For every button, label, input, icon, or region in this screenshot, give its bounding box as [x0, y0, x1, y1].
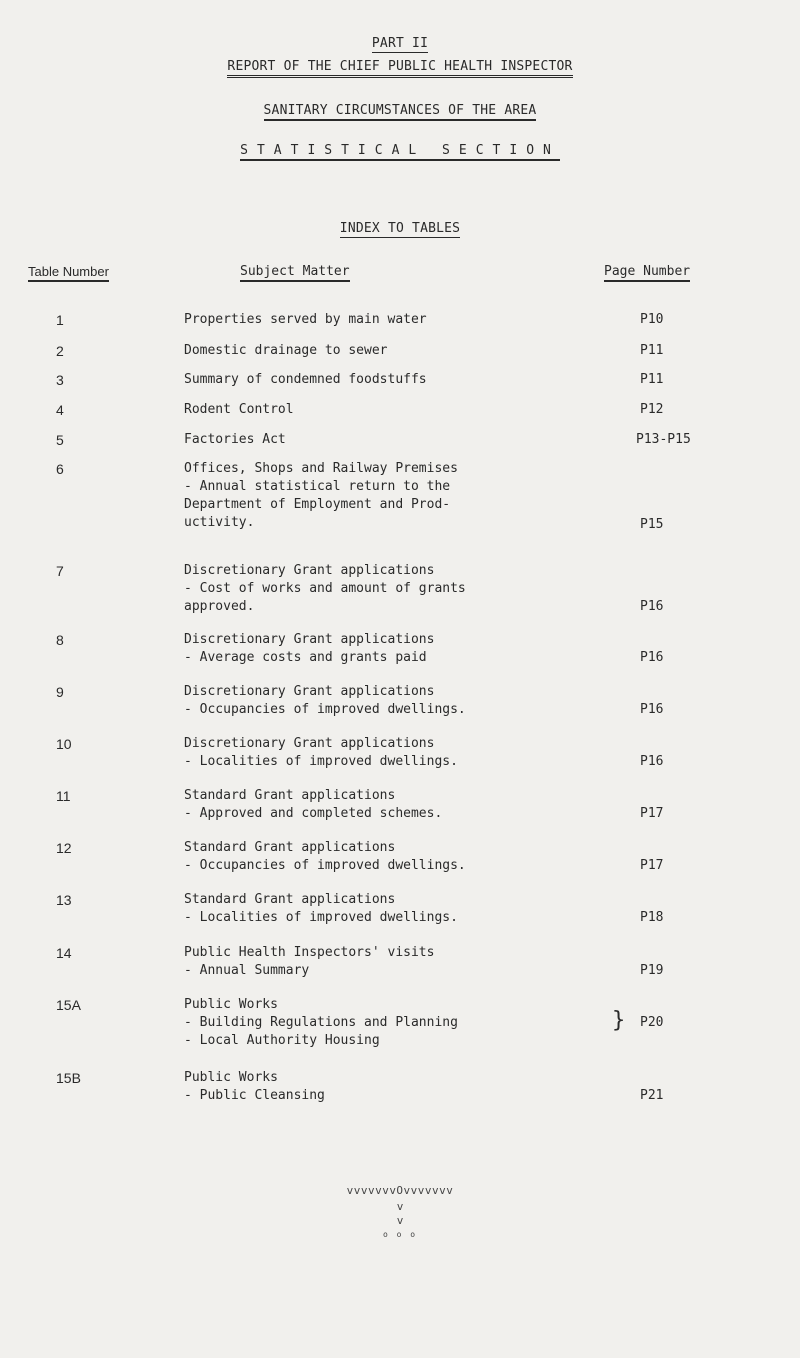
subject-line: - Occupancies of improved dwellings.: [184, 858, 466, 873]
subject-matter: [184, 342, 604, 360]
part-heading: [0, 36, 800, 53]
subject-line: Discretionary Grant applications: [184, 736, 435, 751]
subject-line: uctivity.: [184, 515, 255, 530]
subject-matter: [184, 371, 604, 389]
subject-matter: [184, 631, 604, 667]
footer-mark-line-1: vvvvvvvOvvvvvvv: [346, 1184, 454, 1197]
page-number: P19: [640, 963, 664, 978]
page-number: P17: [640, 806, 664, 821]
subject-line: Standard Grant applications: [184, 788, 396, 803]
table-number: 13: [56, 892, 72, 908]
table-number: 3: [56, 372, 64, 388]
brace-mark: }: [612, 1008, 626, 1033]
subject-line: Domestic drainage to sewer: [184, 343, 388, 358]
subject-line: Public Works: [184, 1070, 278, 1085]
sanitary-heading: [0, 103, 800, 121]
page-number: P16: [640, 599, 664, 614]
index-heading: [0, 221, 800, 238]
subject-line: - Localities of improved dwellings.: [184, 754, 458, 769]
subject-line: Standard Grant applications: [184, 840, 396, 855]
table-number: 11: [56, 788, 71, 804]
footer-mark-line-3: v: [396, 1214, 404, 1227]
table-number: 14: [56, 945, 72, 961]
subject-line: Properties served by main water: [184, 312, 427, 327]
subject-line: - Cost of works and amount of grants: [184, 581, 466, 596]
page-number: P11: [640, 372, 664, 387]
page-number: P16: [640, 702, 664, 717]
subject-line: Discretionary Grant applications: [184, 684, 435, 699]
subject-matter: [184, 1069, 604, 1105]
subject-line: Standard Grant applications: [184, 892, 396, 907]
footer-mark-line-4: o o o: [382, 1230, 418, 1239]
subject-matter: [184, 683, 604, 719]
subject-line: - Building Regulations and Planning: [184, 1015, 458, 1030]
table-number: 2: [56, 343, 64, 359]
subject-matter: [184, 839, 604, 875]
subject-line: Department of Employment and Prod-: [184, 497, 451, 512]
table-number: 9: [56, 684, 64, 700]
table-number: 7: [56, 563, 64, 579]
footer-mark-line-2: v: [396, 1200, 404, 1213]
subject-line: Rodent Control: [184, 402, 294, 417]
column-header-table-number-text: Table Number: [28, 264, 109, 282]
statistical-section-text: STATISTICAL SECTION: [240, 143, 560, 161]
page-number: P21: [640, 1088, 664, 1103]
page-number: P11: [640, 343, 664, 358]
column-header-page-number: [604, 264, 690, 282]
subject-matter: [184, 996, 604, 1050]
subject-line: Offices, Shops and Railway Premises: [184, 461, 458, 476]
page-number: P10: [640, 312, 664, 327]
table-number: 5: [56, 432, 64, 448]
subject-line: - Localities of improved dwellings.: [184, 910, 458, 925]
subject-line: Public Health Inspectors' visits: [184, 945, 435, 960]
column-header-table-number: [28, 264, 109, 282]
part-heading-text: PART II: [371, 36, 429, 51]
subject-matter: [184, 891, 604, 927]
table-number: 15B: [56, 1070, 81, 1086]
index-heading-text: INDEX TO TABLES: [339, 221, 461, 236]
subject-line: - Annual statistical return to the: [184, 479, 451, 494]
subject-line: Summary of condemned foodstuffs: [184, 372, 427, 387]
subject-line: approved.: [184, 599, 255, 614]
subject-line: Factories Act: [184, 432, 286, 447]
subject-line: - Occupancies of improved dwellings.: [184, 702, 466, 717]
table-number: 8: [56, 632, 64, 648]
page-number: P20: [640, 1015, 664, 1030]
report-heading: [0, 59, 800, 78]
subject-line: - Annual Summary: [184, 963, 310, 978]
subject-line: Public Works: [184, 997, 278, 1012]
subject-matter: [184, 401, 604, 419]
page-number: P15: [640, 517, 664, 532]
column-header-subject-matter: [240, 264, 350, 282]
subject-line: Discretionary Grant applications: [184, 632, 435, 647]
table-number: 1: [56, 312, 64, 328]
table-number: 15A: [56, 997, 81, 1013]
table-number: 4: [56, 402, 64, 418]
subject-line: - Average costs and grants paid: [184, 650, 427, 665]
page-number: P16: [640, 650, 664, 665]
subject-matter: [184, 460, 604, 532]
subject-matter: [184, 944, 604, 980]
subject-matter: [184, 787, 604, 823]
page-number: P13-P15: [636, 432, 691, 447]
statistical-section-heading: [0, 143, 800, 161]
subject-line: - Approved and completed schemes.: [184, 806, 443, 821]
subject-matter: [184, 562, 604, 616]
report-heading-text: REPORT OF THE CHIEF PUBLIC HEALTH INSPECTOR: [227, 59, 572, 78]
subject-matter: [184, 431, 604, 449]
table-number: 10: [56, 736, 72, 752]
subject-line: - Local Authority Housing: [184, 1033, 380, 1048]
page-number: P18: [640, 910, 664, 925]
subject-line: Discretionary Grant applications: [184, 563, 435, 578]
page-number: P12: [640, 402, 664, 417]
table-number: 6: [56, 461, 64, 477]
column-header-subject-matter-text: Subject Matter: [240, 264, 350, 282]
subject-line: - Public Cleansing: [184, 1088, 325, 1103]
subject-matter: [184, 735, 604, 771]
subject-matter: [184, 311, 604, 329]
table-number: 12: [56, 840, 72, 856]
page-number: P16: [640, 754, 664, 769]
page-number: P17: [640, 858, 664, 873]
column-header-page-number-text: Page Number: [604, 264, 690, 282]
sanitary-heading-text: SANITARY CIRCUMSTANCES OF THE AREA: [264, 103, 537, 121]
